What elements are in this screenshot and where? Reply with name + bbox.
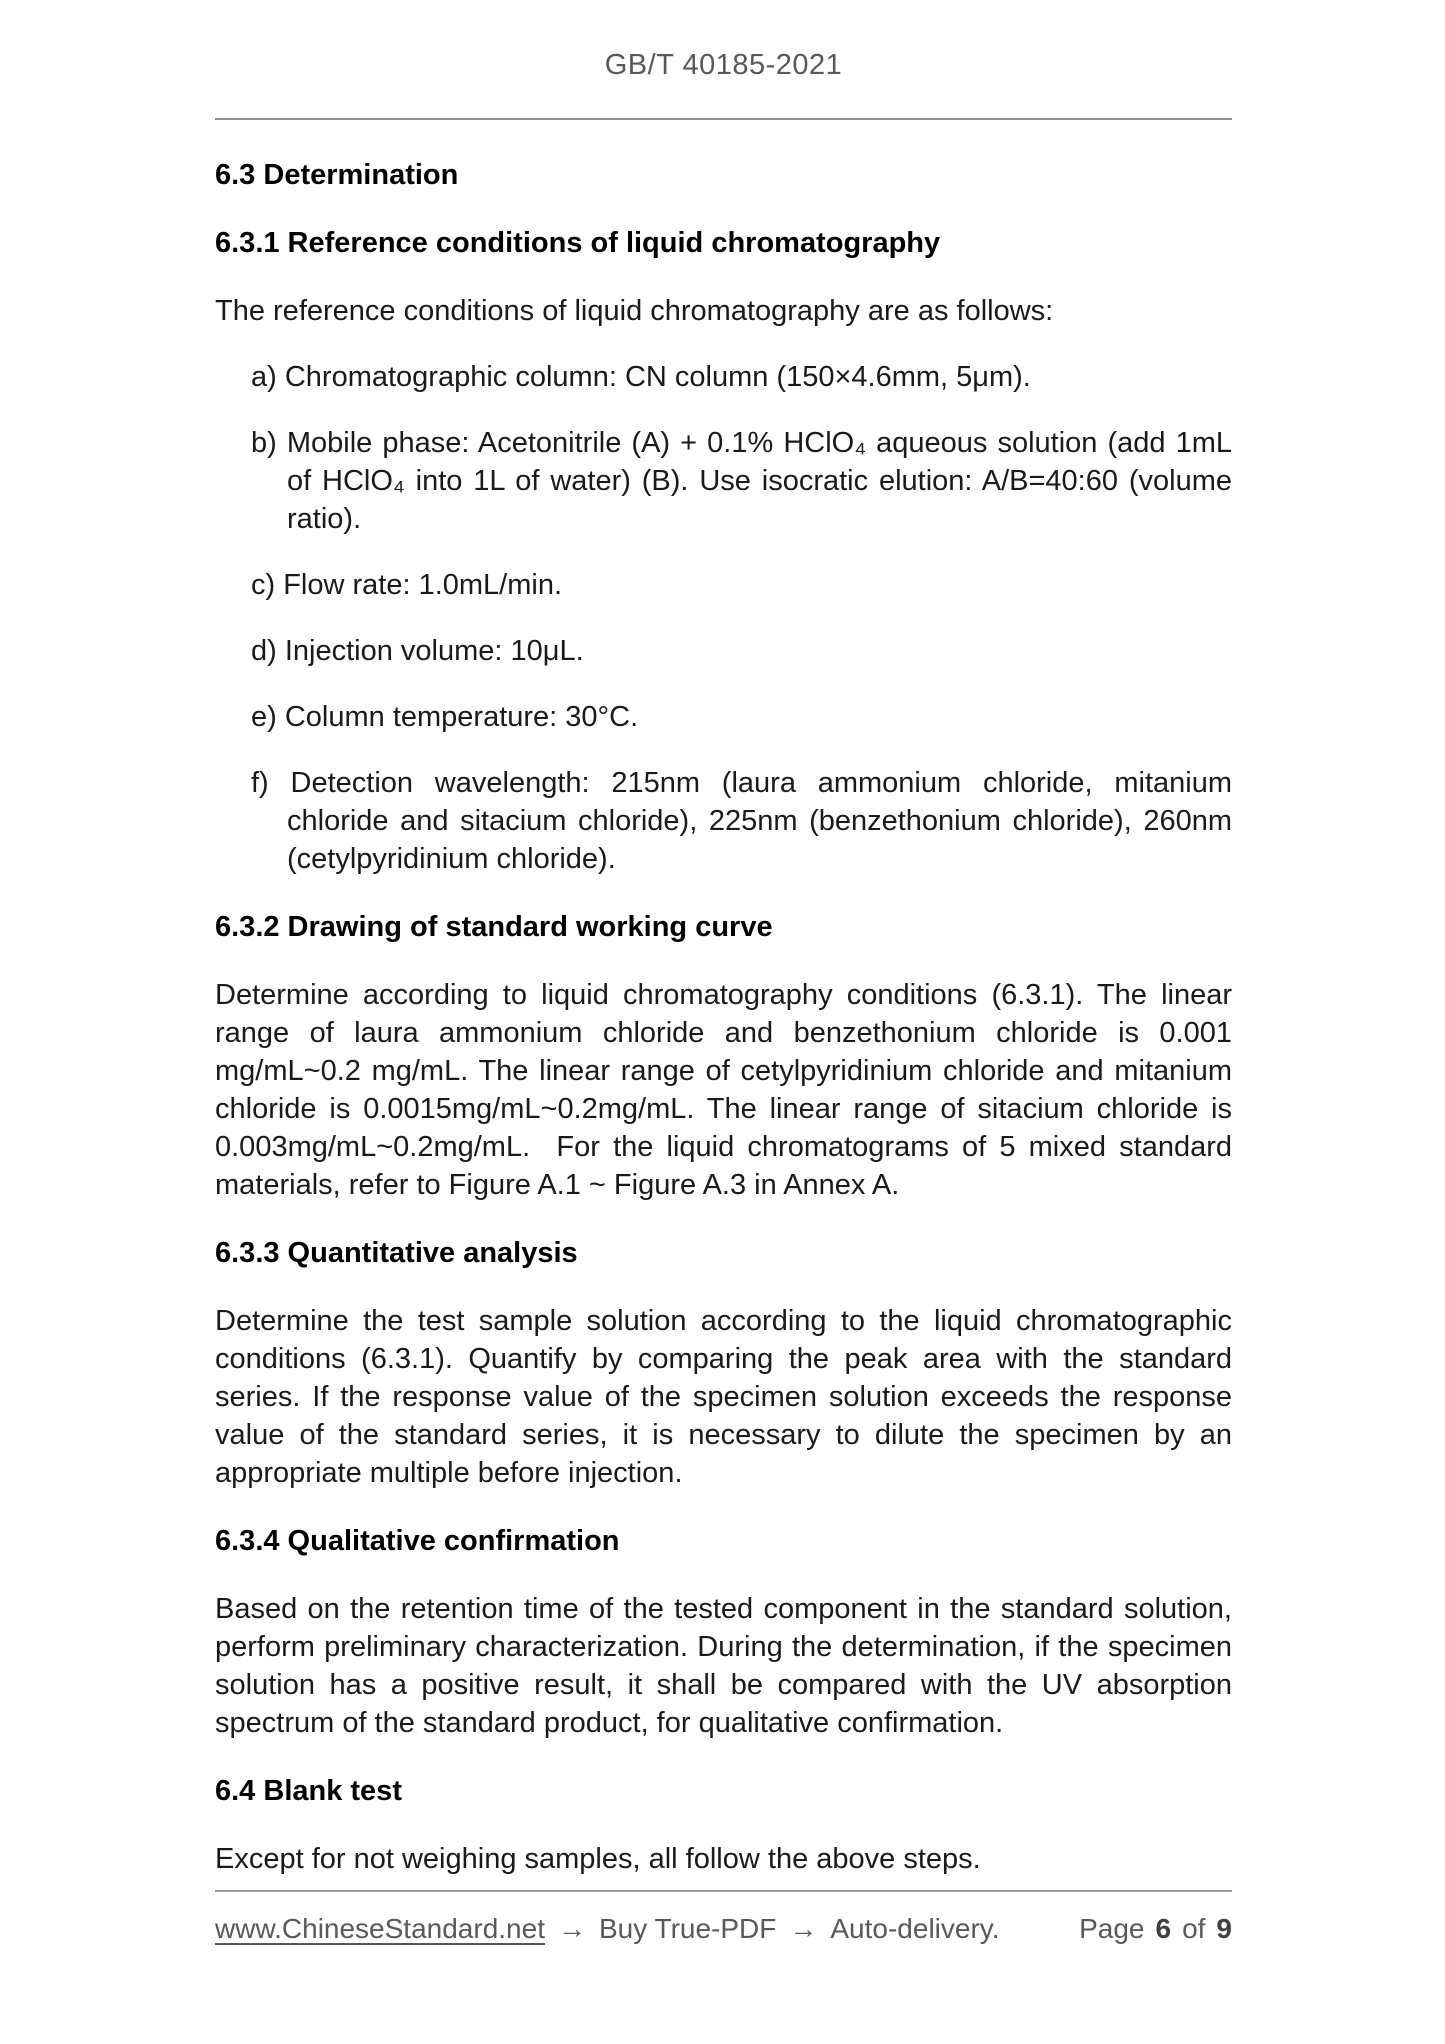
heading-6-3-2: 6.3.2 Drawing of standard working curve bbox=[215, 911, 773, 943]
arrow-right-icon: → bbox=[789, 1913, 818, 1944]
footer-divider bbox=[215, 1890, 1232, 1892]
page-total-number: 9 bbox=[1216, 1913, 1232, 1944]
paragraph-6-3-1-intro: The reference conditions of liquid chromatography are as follows: bbox=[215, 295, 1054, 327]
heading-6-3: 6.3 Determination bbox=[215, 159, 459, 191]
footer-links bbox=[215, 1912, 999, 1946]
list-item-e: e) Column temperature: 30°C. bbox=[251, 701, 639, 733]
header-divider bbox=[215, 118, 1232, 120]
heading-6-3-4: 6.3.4 Qualitative confirmation bbox=[215, 1525, 620, 1557]
footer-buy-text: Buy True-PDF bbox=[598, 1913, 777, 1944]
paragraph-6-4: Except for not weighing samples, all follow the above steps. bbox=[215, 1843, 981, 1875]
heading-6-3-3: 6.3.3 Quantitative analysis bbox=[215, 1237, 578, 1269]
page-indicator bbox=[1079, 1912, 1232, 1946]
page-label: Page bbox=[1079, 1913, 1145, 1944]
site-link[interactable]: www.ChineseStandard.net bbox=[215, 1913, 545, 1944]
footer-delivery-text: Auto-delivery. bbox=[830, 1913, 1000, 1944]
heading-6-3-1: 6.3.1 Reference conditions of liquid chromatography bbox=[215, 227, 941, 259]
list-item-f: f) Detection wavelength: 215nm (laura ammonium chloride, mitanium chloride and sitacium chloride), 225nm (benzethonium chloride), 260nm (cetylpyridinium chloride). bbox=[251, 767, 1232, 875]
paragraph-6-3-2: Determine according to liquid chromatography conditions (6.3.1). The linear range of laura ammonium chloride and benzethonium chloride is 0.001 mg/mL~0.2 mg/mL. The linear range of cetylpyridinium chloride and mitanium chloride is 0.0015mg/mL~0.2mg/mL. The linear range of sitacium chloride is 0.003mg/mL~0.2mg/mL. For the liquid chromatograms of 5 mixed standard materials, refer to Figure A.1 ~ Figure A.3 in Annex A. bbox=[215, 979, 1232, 1201]
paragraph-6-3-4: Based on the retention time of the tested component in the standard solution, perform preliminary characterization. During the determination, if the specimen solution has a positive result, it shall be compared with the UV absorption spectrum of the standard product, for qualitative confirmation. bbox=[215, 1593, 1232, 1739]
of-label: of bbox=[1182, 1913, 1206, 1944]
arrow-right-icon: → bbox=[557, 1913, 586, 1944]
list-item-b: b) Mobile phase: Acetonitrile (A) + 0.1% HClO₄ aqueous solution (add 1mL of HClO₄ into 1L of water) (B). Use isocratic elution: A/B=40:60 (volume ratio). bbox=[251, 427, 1232, 535]
list-item-c: c) Flow rate: 1.0mL/min. bbox=[251, 569, 563, 601]
list-item-d: d) Injection volume: 10μL. bbox=[251, 635, 584, 667]
page-current-number: 6 bbox=[1155, 1913, 1172, 1944]
heading-6-4: 6.4 Blank test bbox=[215, 1775, 402, 1807]
doc-number: GB/T 40185-2021 bbox=[604, 49, 843, 81]
footer-row bbox=[215, 1912, 1232, 1946]
paragraph-6-3-3: Determine the test sample solution according to the liquid chromatographic conditions (6.3.1). Quantify by comparing the peak area with the standard series. If the response value of the specimen solution exceeds the response value of the standard series, it is necessary to dilute the specimen by an appropriate multiple before injection. bbox=[215, 1305, 1232, 1489]
page-footer bbox=[215, 1890, 1232, 1946]
list-item-a: a) Chromatographic column: CN column (150×4.6mm, 5μm). bbox=[251, 361, 1031, 393]
